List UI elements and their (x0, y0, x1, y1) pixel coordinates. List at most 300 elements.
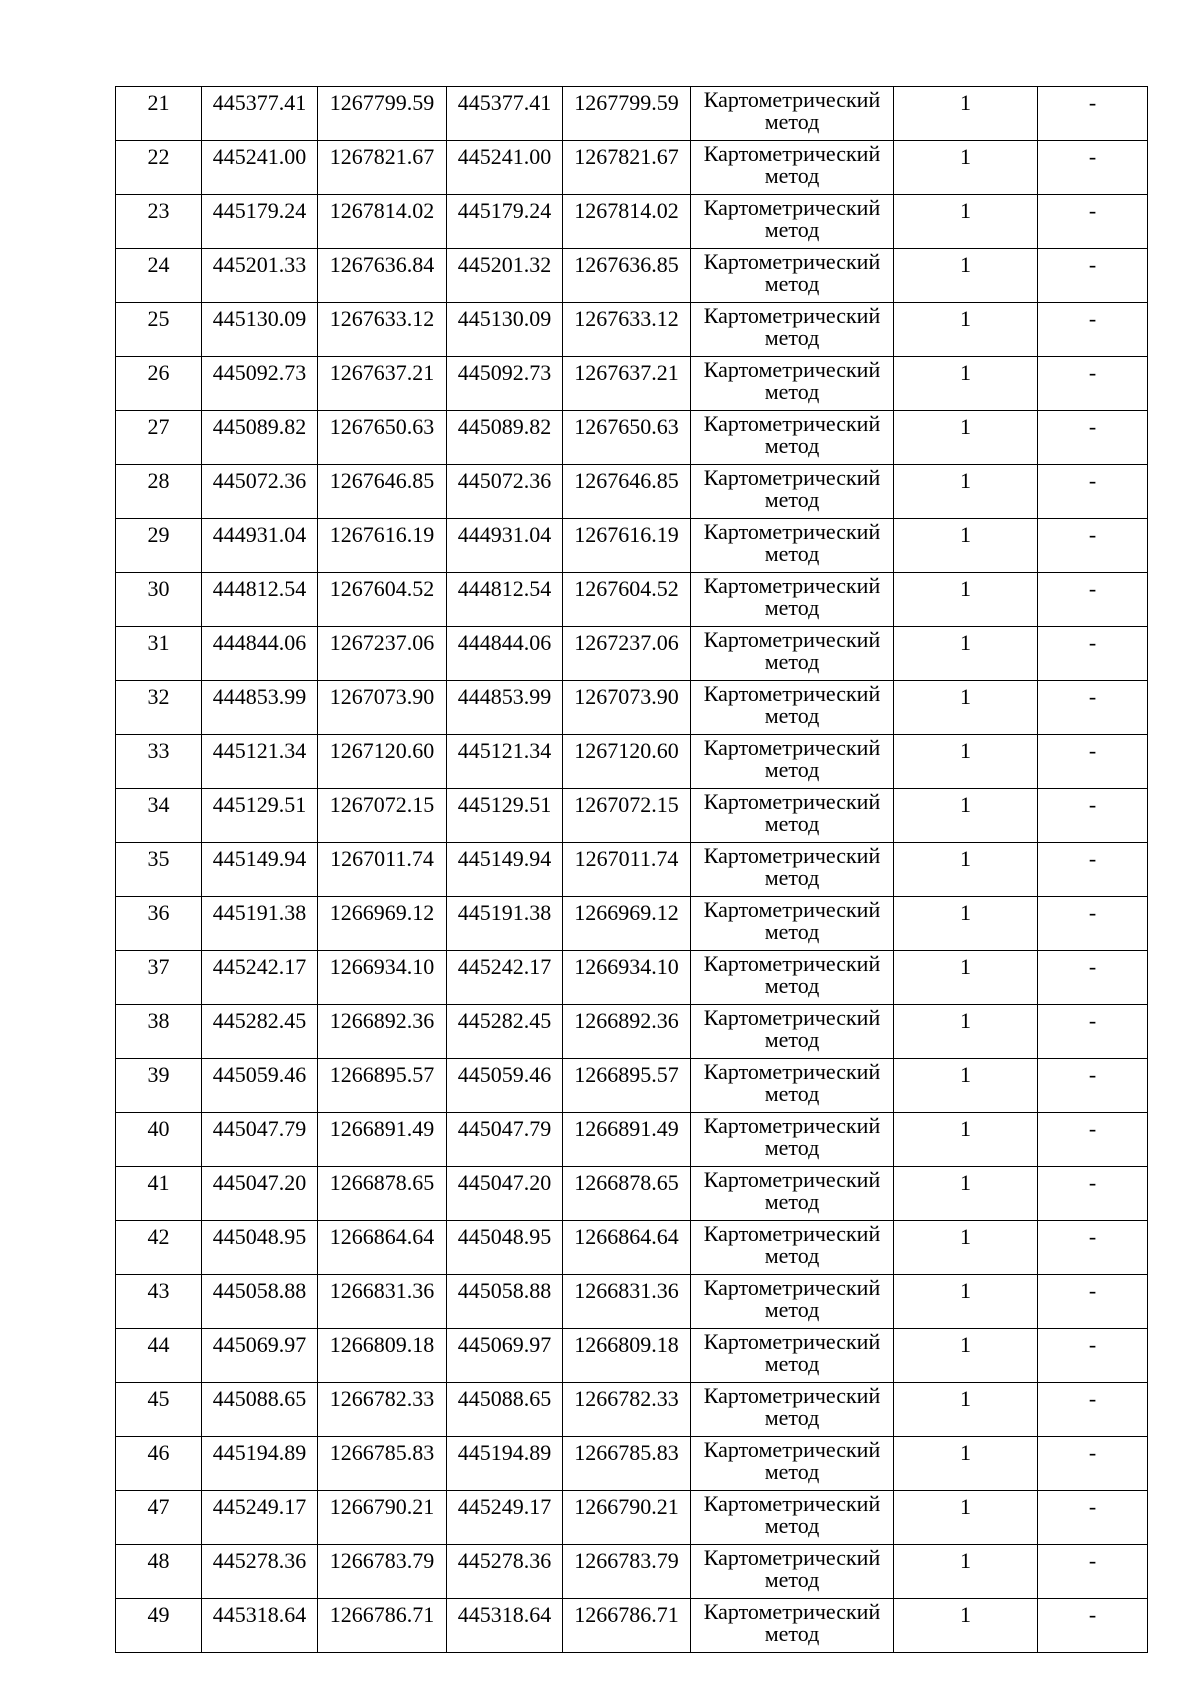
method-line-2: метод (764, 109, 820, 134)
method-cell (691, 735, 894, 789)
accuracy-cell: 1 (894, 195, 1038, 249)
method-line-1: Картометрический (703, 1059, 881, 1084)
method-line-1: Картометрический (703, 1329, 881, 1354)
new-x-cell: 444853.99 (447, 681, 563, 735)
table-row (116, 1059, 1148, 1113)
new-y-cell: 1266790.21 (563, 1491, 691, 1545)
table-row (116, 1329, 1148, 1383)
point-number-cell: 39 (116, 1059, 202, 1113)
accuracy-cell: 1 (894, 465, 1038, 519)
method-line-2: метод (764, 271, 820, 296)
point-number-cell: 45 (116, 1383, 202, 1437)
point-number-cell: 28 (116, 465, 202, 519)
table-row (116, 951, 1148, 1005)
new-x-cell: 445047.79 (447, 1113, 563, 1167)
point-number-cell: 29 (116, 519, 202, 573)
new-y-cell: 1266786.71 (563, 1599, 691, 1653)
note-cell: - (1038, 465, 1148, 519)
accuracy-cell: 1 (894, 1005, 1038, 1059)
table-row (116, 1599, 1148, 1653)
method-line-1: Картометрический (703, 1005, 881, 1030)
table-row (116, 141, 1148, 195)
new-x-cell: 445241.00 (447, 141, 563, 195)
method-line-2: метод (764, 163, 820, 188)
method-cell (691, 573, 894, 627)
method-line-2: метод (764, 433, 820, 458)
new-x-cell: 445194.89 (447, 1437, 563, 1491)
coordinates-table-body (116, 87, 1148, 1653)
method-cell (691, 303, 894, 357)
existing-y-cell: 1266878.65 (318, 1167, 447, 1221)
existing-y-cell: 1267633.12 (318, 303, 447, 357)
method-line-1: Картометрический (703, 1275, 881, 1300)
method-cell (691, 141, 894, 195)
table-row (116, 1545, 1148, 1599)
existing-y-cell: 1266831.36 (318, 1275, 447, 1329)
note-cell: - (1038, 789, 1148, 843)
accuracy-cell: 1 (894, 951, 1038, 1005)
new-x-cell: 445242.17 (447, 951, 563, 1005)
note-cell: - (1038, 411, 1148, 465)
table-row (116, 627, 1148, 681)
table-row (116, 357, 1148, 411)
existing-x-cell: 445129.51 (202, 789, 318, 843)
method-line-1: Картометрический (703, 789, 881, 814)
method-cell (691, 789, 894, 843)
note-cell: - (1038, 519, 1148, 573)
method-cell (691, 1545, 894, 1599)
table-row (116, 411, 1148, 465)
note-cell: - (1038, 141, 1148, 195)
existing-x-cell: 444844.06 (202, 627, 318, 681)
existing-y-cell: 1267636.84 (318, 249, 447, 303)
method-cell (691, 1167, 894, 1221)
table-row (116, 303, 1148, 357)
new-x-cell: 445048.95 (447, 1221, 563, 1275)
new-y-cell: 1267636.85 (563, 249, 691, 303)
existing-y-cell: 1266895.57 (318, 1059, 447, 1113)
method-line-2: метод (764, 1405, 820, 1430)
new-x-cell: 445121.34 (447, 735, 563, 789)
method-line-2: метод (764, 865, 820, 890)
new-y-cell: 1266809.18 (563, 1329, 691, 1383)
new-x-cell: 445059.46 (447, 1059, 563, 1113)
table-row (116, 573, 1148, 627)
method-line-2: метод (764, 919, 820, 944)
new-x-cell: 445058.88 (447, 1275, 563, 1329)
new-y-cell: 1266891.49 (563, 1113, 691, 1167)
existing-x-cell: 445072.36 (202, 465, 318, 519)
method-cell (691, 681, 894, 735)
method-line-1: Картометрический (703, 303, 881, 328)
existing-y-cell: 1267073.90 (318, 681, 447, 735)
note-cell: - (1038, 249, 1148, 303)
new-x-cell: 445092.73 (447, 357, 563, 411)
table-row (116, 1167, 1148, 1221)
existing-x-cell: 445092.73 (202, 357, 318, 411)
note-cell: - (1038, 1221, 1148, 1275)
accuracy-cell: 1 (894, 1329, 1038, 1383)
method-cell (691, 1221, 894, 1275)
existing-y-cell: 1266969.12 (318, 897, 447, 951)
point-number-cell: 46 (116, 1437, 202, 1491)
method-cell (691, 1059, 894, 1113)
point-number-cell: 27 (116, 411, 202, 465)
method-line-1: Картометрический (703, 141, 881, 166)
new-y-cell: 1266782.33 (563, 1383, 691, 1437)
existing-x-cell: 445241.00 (202, 141, 318, 195)
point-number-cell: 35 (116, 843, 202, 897)
table-row (116, 465, 1148, 519)
point-number-cell: 40 (116, 1113, 202, 1167)
new-y-cell: 1267073.90 (563, 681, 691, 735)
method-line-2: метод (764, 541, 820, 566)
existing-x-cell: 445201.33 (202, 249, 318, 303)
accuracy-cell: 1 (894, 1383, 1038, 1437)
table-row (116, 249, 1148, 303)
existing-x-cell: 445048.95 (202, 1221, 318, 1275)
point-number-cell: 24 (116, 249, 202, 303)
point-number-cell: 21 (116, 87, 202, 141)
method-line-1: Картометрический (703, 897, 881, 922)
method-line-1: Картометрический (703, 1383, 881, 1408)
accuracy-cell: 1 (894, 1221, 1038, 1275)
method-line-1: Картометрический (703, 519, 881, 544)
new-y-cell: 1267604.52 (563, 573, 691, 627)
existing-x-cell: 445278.36 (202, 1545, 318, 1599)
note-cell: - (1038, 303, 1148, 357)
accuracy-cell: 1 (894, 1599, 1038, 1653)
method-line-2: метод (764, 1513, 820, 1538)
existing-y-cell: 1266891.49 (318, 1113, 447, 1167)
note-cell: - (1038, 1383, 1148, 1437)
new-y-cell: 1266895.57 (563, 1059, 691, 1113)
note-cell: - (1038, 843, 1148, 897)
existing-y-cell: 1266809.18 (318, 1329, 447, 1383)
method-line-1: Картометрический (703, 843, 881, 868)
table-row (116, 1113, 1148, 1167)
method-cell (691, 1491, 894, 1545)
method-line-1: Картометрический (703, 87, 881, 112)
point-number-cell: 33 (116, 735, 202, 789)
existing-x-cell: 445149.94 (202, 843, 318, 897)
table-row (116, 1275, 1148, 1329)
new-x-cell: 445278.36 (447, 1545, 563, 1599)
existing-x-cell: 445130.09 (202, 303, 318, 357)
point-number-cell: 47 (116, 1491, 202, 1545)
new-x-cell: 444844.06 (447, 627, 563, 681)
method-line-2: метод (764, 325, 820, 350)
point-number-cell: 31 (116, 627, 202, 681)
existing-x-cell: 445282.45 (202, 1005, 318, 1059)
existing-x-cell: 445069.97 (202, 1329, 318, 1383)
existing-y-cell: 1266892.36 (318, 1005, 447, 1059)
method-cell (691, 1437, 894, 1491)
existing-y-cell: 1266783.79 (318, 1545, 447, 1599)
table-row (116, 87, 1148, 141)
accuracy-cell: 1 (894, 1167, 1038, 1221)
method-line-1: Картометрический (703, 1545, 881, 1570)
accuracy-cell: 1 (894, 1491, 1038, 1545)
method-line-2: метод (764, 1027, 820, 1052)
accuracy-cell: 1 (894, 249, 1038, 303)
accuracy-cell: 1 (894, 141, 1038, 195)
note-cell: - (1038, 1491, 1148, 1545)
table-row (116, 1491, 1148, 1545)
new-y-cell: 1266864.64 (563, 1221, 691, 1275)
new-y-cell: 1266892.36 (563, 1005, 691, 1059)
method-cell (691, 465, 894, 519)
existing-y-cell: 1267237.06 (318, 627, 447, 681)
existing-x-cell: 445377.41 (202, 87, 318, 141)
new-y-cell: 1267072.15 (563, 789, 691, 843)
note-cell: - (1038, 1329, 1148, 1383)
method-cell (691, 843, 894, 897)
table-row (116, 843, 1148, 897)
new-y-cell: 1267637.21 (563, 357, 691, 411)
note-cell: - (1038, 681, 1148, 735)
point-number-cell: 32 (116, 681, 202, 735)
note-cell: - (1038, 1113, 1148, 1167)
existing-x-cell: 445059.46 (202, 1059, 318, 1113)
new-x-cell: 445047.20 (447, 1167, 563, 1221)
existing-x-cell: 445242.17 (202, 951, 318, 1005)
note-cell: - (1038, 1005, 1148, 1059)
accuracy-cell: 1 (894, 1437, 1038, 1491)
new-x-cell: 445318.64 (447, 1599, 563, 1653)
existing-y-cell: 1266786.71 (318, 1599, 447, 1653)
existing-y-cell: 1266864.64 (318, 1221, 447, 1275)
accuracy-cell: 1 (894, 357, 1038, 411)
existing-x-cell: 444853.99 (202, 681, 318, 735)
point-number-cell: 44 (116, 1329, 202, 1383)
existing-y-cell: 1266785.83 (318, 1437, 447, 1491)
new-y-cell: 1267650.63 (563, 411, 691, 465)
existing-x-cell: 445194.89 (202, 1437, 318, 1491)
method-line-2: метод (764, 1243, 820, 1268)
existing-x-cell: 445179.24 (202, 195, 318, 249)
method-line-2: метод (764, 1567, 820, 1592)
new-y-cell: 1267799.59 (563, 87, 691, 141)
existing-y-cell: 1267646.85 (318, 465, 447, 519)
accuracy-cell: 1 (894, 87, 1038, 141)
method-cell (691, 87, 894, 141)
method-line-1: Картометрический (703, 1437, 881, 1462)
new-x-cell: 444812.54 (447, 573, 563, 627)
method-line-2: метод (764, 1135, 820, 1160)
accuracy-cell: 1 (894, 303, 1038, 357)
method-line-1: Картометрический (703, 249, 881, 274)
new-y-cell: 1267633.12 (563, 303, 691, 357)
table-row (116, 681, 1148, 735)
new-y-cell: 1267011.74 (563, 843, 691, 897)
existing-y-cell: 1267011.74 (318, 843, 447, 897)
existing-x-cell: 445058.88 (202, 1275, 318, 1329)
existing-x-cell: 445121.34 (202, 735, 318, 789)
new-x-cell: 445149.94 (447, 843, 563, 897)
method-line-2: метод (764, 1297, 820, 1322)
method-line-1: Картометрический (703, 681, 881, 706)
point-number-cell: 30 (116, 573, 202, 627)
new-y-cell: 1267821.67 (563, 141, 691, 195)
existing-x-cell: 445318.64 (202, 1599, 318, 1653)
method-line-2: метод (764, 379, 820, 404)
method-line-1: Картометрический (703, 1599, 881, 1624)
point-number-cell: 43 (116, 1275, 202, 1329)
point-number-cell: 49 (116, 1599, 202, 1653)
method-cell (691, 627, 894, 681)
method-line-2: метод (764, 1351, 820, 1376)
note-cell: - (1038, 897, 1148, 951)
existing-y-cell: 1267072.15 (318, 789, 447, 843)
method-line-1: Картометрический (703, 735, 881, 760)
new-y-cell: 1267237.06 (563, 627, 691, 681)
note-cell: - (1038, 1599, 1148, 1653)
accuracy-cell: 1 (894, 519, 1038, 573)
method-line-1: Картометрический (703, 573, 881, 598)
existing-y-cell: 1267814.02 (318, 195, 447, 249)
method-line-2: метод (764, 811, 820, 836)
existing-y-cell: 1266782.33 (318, 1383, 447, 1437)
new-y-cell: 1266934.10 (563, 951, 691, 1005)
existing-y-cell: 1267120.60 (318, 735, 447, 789)
existing-x-cell: 445249.17 (202, 1491, 318, 1545)
new-y-cell: 1267616.19 (563, 519, 691, 573)
new-x-cell: 445179.24 (447, 195, 563, 249)
point-number-cell: 25 (116, 303, 202, 357)
existing-y-cell: 1267604.52 (318, 573, 447, 627)
new-y-cell: 1266831.36 (563, 1275, 691, 1329)
note-cell: - (1038, 951, 1148, 1005)
new-x-cell: 445249.17 (447, 1491, 563, 1545)
table-row (116, 195, 1148, 249)
method-line-1: Картометрический (703, 1491, 881, 1516)
method-line-1: Картометрический (703, 357, 881, 382)
existing-x-cell: 445089.82 (202, 411, 318, 465)
method-cell (691, 1329, 894, 1383)
existing-y-cell: 1267616.19 (318, 519, 447, 573)
new-x-cell: 445191.38 (447, 897, 563, 951)
existing-y-cell: 1267821.67 (318, 141, 447, 195)
new-y-cell: 1266783.79 (563, 1545, 691, 1599)
note-cell: - (1038, 195, 1148, 249)
table-row (116, 789, 1148, 843)
method-line-2: метод (764, 217, 820, 242)
point-number-cell: 36 (116, 897, 202, 951)
method-line-1: Картометрический (703, 411, 881, 436)
table-row (116, 897, 1148, 951)
existing-y-cell: 1267650.63 (318, 411, 447, 465)
note-cell: - (1038, 1275, 1148, 1329)
existing-y-cell: 1267637.21 (318, 357, 447, 411)
method-cell (691, 897, 894, 951)
note-cell: - (1038, 735, 1148, 789)
note-cell: - (1038, 357, 1148, 411)
new-x-cell: 445072.36 (447, 465, 563, 519)
accuracy-cell: 1 (894, 735, 1038, 789)
method-cell (691, 1275, 894, 1329)
method-line-1: Картометрический (703, 1113, 881, 1138)
method-line-1: Картометрический (703, 465, 881, 490)
existing-y-cell: 1267799.59 (318, 87, 447, 141)
method-line-2: метод (764, 1189, 820, 1214)
method-cell (691, 249, 894, 303)
accuracy-cell: 1 (894, 897, 1038, 951)
method-line-2: метод (764, 649, 820, 674)
accuracy-cell: 1 (894, 1059, 1038, 1113)
accuracy-cell: 1 (894, 1275, 1038, 1329)
existing-x-cell: 445191.38 (202, 897, 318, 951)
new-y-cell: 1267120.60 (563, 735, 691, 789)
accuracy-cell: 1 (894, 1545, 1038, 1599)
note-cell: - (1038, 627, 1148, 681)
method-line-2: метод (764, 1459, 820, 1484)
method-line-2: метод (764, 973, 820, 998)
table-row (116, 519, 1148, 573)
table-row (116, 1005, 1148, 1059)
existing-x-cell: 444931.04 (202, 519, 318, 573)
table-row (116, 735, 1148, 789)
point-number-cell: 26 (116, 357, 202, 411)
note-cell: - (1038, 87, 1148, 141)
note-cell: - (1038, 1545, 1148, 1599)
method-cell (691, 411, 894, 465)
note-cell: - (1038, 1059, 1148, 1113)
method-line-1: Картометрический (703, 1167, 881, 1192)
new-x-cell: 444931.04 (447, 519, 563, 573)
coordinates-table (115, 86, 1148, 1653)
new-x-cell: 445089.82 (447, 411, 563, 465)
accuracy-cell: 1 (894, 627, 1038, 681)
point-number-cell: 41 (116, 1167, 202, 1221)
method-cell (691, 357, 894, 411)
accuracy-cell: 1 (894, 411, 1038, 465)
note-cell: - (1038, 1167, 1148, 1221)
point-number-cell: 48 (116, 1545, 202, 1599)
new-y-cell: 1267646.85 (563, 465, 691, 519)
method-line-1: Картометрический (703, 951, 881, 976)
table-row (116, 1437, 1148, 1491)
point-number-cell: 23 (116, 195, 202, 249)
existing-x-cell: 445047.20 (202, 1167, 318, 1221)
accuracy-cell: 1 (894, 573, 1038, 627)
existing-x-cell: 445088.65 (202, 1383, 318, 1437)
existing-x-cell: 445047.79 (202, 1113, 318, 1167)
point-number-cell: 34 (116, 789, 202, 843)
method-line-2: метод (764, 487, 820, 512)
method-cell (691, 1005, 894, 1059)
method-line-2: метод (764, 1621, 820, 1646)
method-cell (691, 1383, 894, 1437)
new-y-cell: 1267814.02 (563, 195, 691, 249)
new-y-cell: 1266878.65 (563, 1167, 691, 1221)
table-row (116, 1383, 1148, 1437)
point-number-cell: 38 (116, 1005, 202, 1059)
method-cell (691, 1599, 894, 1653)
new-x-cell: 445282.45 (447, 1005, 563, 1059)
method-line-1: Картометрический (703, 1221, 881, 1246)
method-line-2: метод (764, 703, 820, 728)
note-cell: - (1038, 1437, 1148, 1491)
new-x-cell: 445130.09 (447, 303, 563, 357)
method-line-1: Картометрический (703, 627, 881, 652)
method-line-2: метод (764, 595, 820, 620)
accuracy-cell: 1 (894, 1113, 1038, 1167)
point-number-cell: 37 (116, 951, 202, 1005)
point-number-cell: 42 (116, 1221, 202, 1275)
method-cell (691, 951, 894, 1005)
new-y-cell: 1266969.12 (563, 897, 691, 951)
